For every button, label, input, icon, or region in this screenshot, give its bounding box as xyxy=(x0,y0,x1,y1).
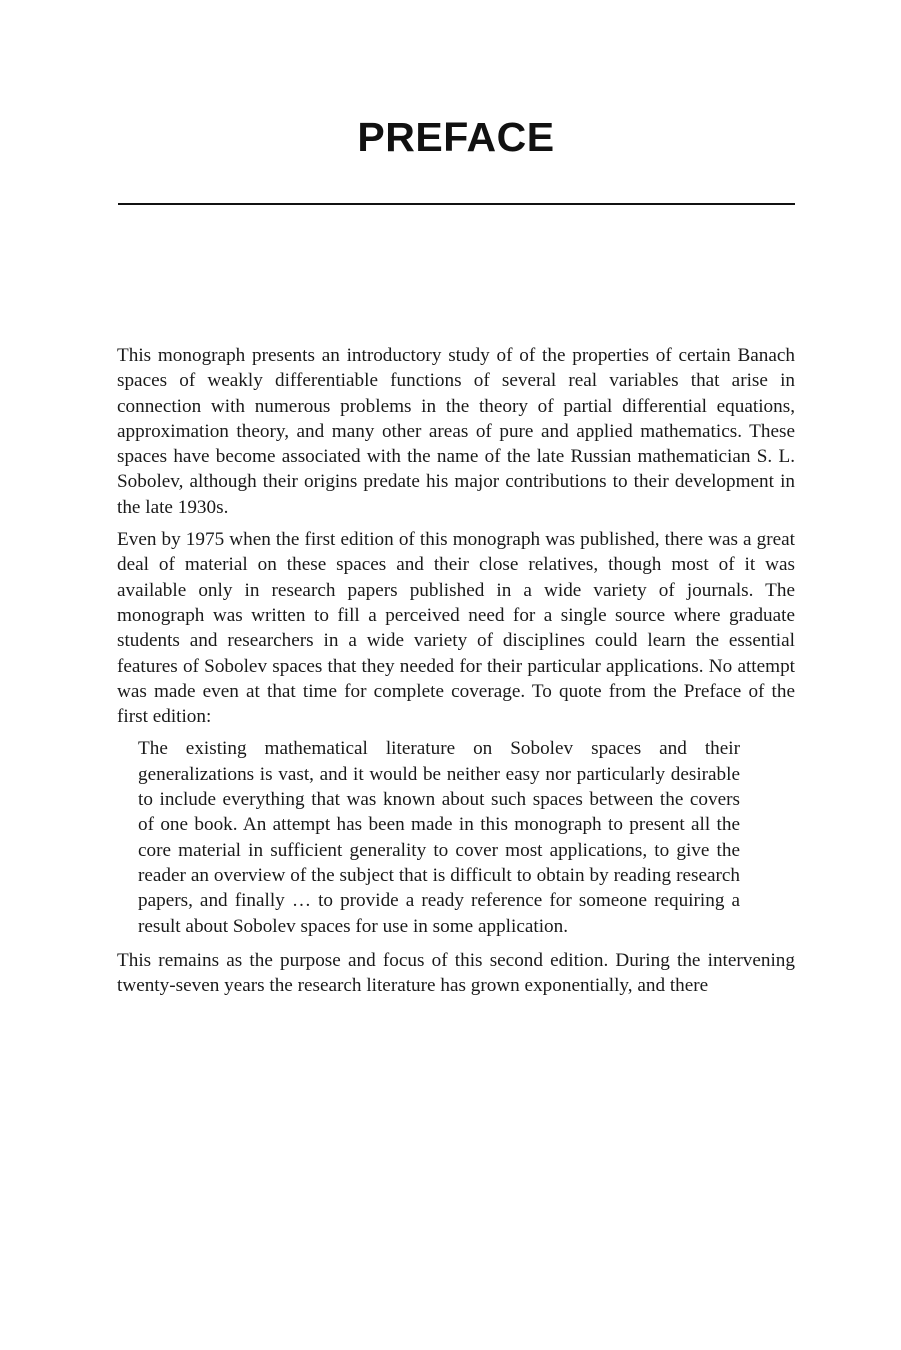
paragraph-2: Even by 1975 when the first edition of this monograph was published, there was a great deal of material on these spaces and their close relatives, though most of it was available only in research papers published in a wide variety of journals. The monograph was written to fill a perceived need for a single source where graduate students and researchers in a wide variety of disciplines could learn the essential features of Sobolev spaces that they needed for their particular applications. No attempt was made even at that time for complete coverage. To quote from the Preface of the first edition: xyxy=(117,529,795,728)
title-rule xyxy=(118,203,795,205)
preface-body xyxy=(117,343,795,1005)
quote-text: The existing mathematical literature on Sobolev spaces and their generalizations is vast, and it would be neither easy nor particularly desirable to include everything that was known about such spaces between the covers of one book. An attempt has been made in this monograph to present all the core material in sufficient generality to cover most applications, to give the reader an overview of the subject that is difficult to obtain by reading research papers, and finally … to provide a ready reference for someone requiring a result about Sobolev spaces for use in some application. xyxy=(138,738,740,937)
page-title: PREFACE xyxy=(357,114,555,160)
paragraph-1: This monograph presents an introductory study of of the properties of certain Banach spaces of weakly differentiable functions of several real variables that arise in connection with numerous problems in the theory of partial differential equations, approximation theory, and many other areas of pure and applied mathematics. These spaces have become associated with the name of the late Russian mathematician S. L. Sobolev, although their origins predate his major contributions to their development in the late 1930s. xyxy=(117,345,795,518)
block-quote xyxy=(138,736,740,938)
paragraph-3: This remains as the purpose and focus of this second edition. During the intervening twenty-seven years the research literature has grown exponentially, and there xyxy=(117,949,795,997)
